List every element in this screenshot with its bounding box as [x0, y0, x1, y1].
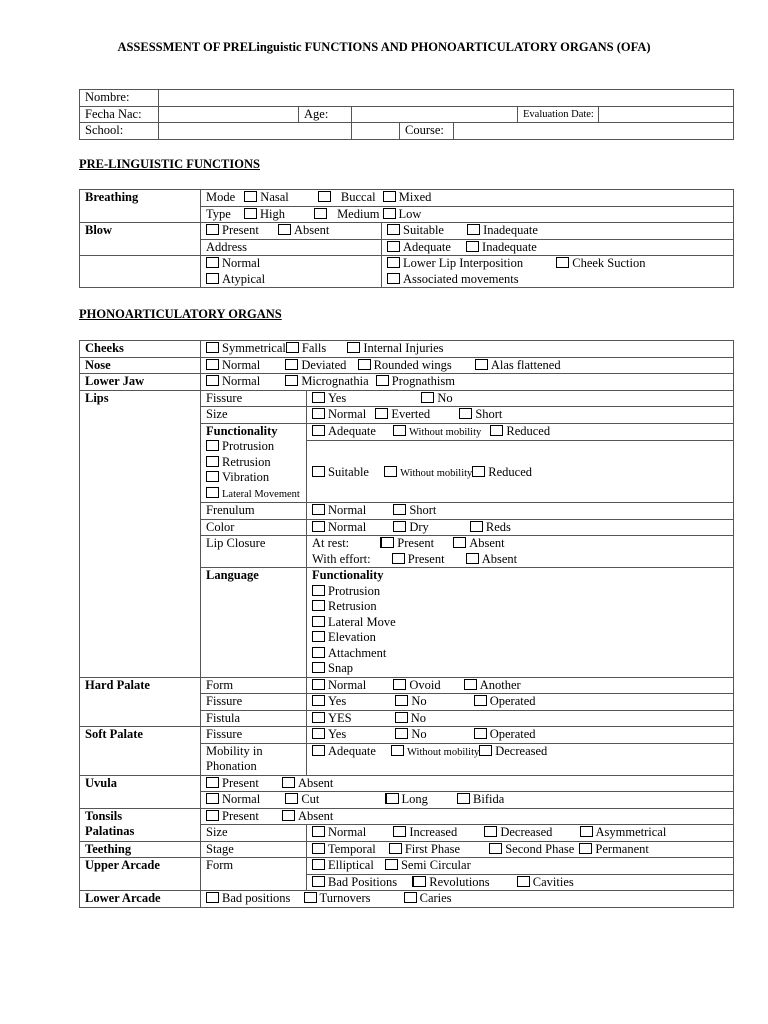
nose-options: Normal Deviated Rounded wings Alas flattened: [201, 357, 734, 374]
tongue-attachment-checkbox[interactable]: [312, 647, 325, 658]
teething-stage-label: Stage: [201, 841, 307, 858]
falls-checkbox[interactable]: [286, 342, 299, 353]
buccal-checkbox[interactable]: [318, 191, 331, 202]
lips-retrusion-checkbox[interactable]: [206, 456, 219, 467]
lips-frenulum-options: Normal Short: [307, 503, 734, 520]
soft-palate-mobility-label: Mobility in Phonation: [201, 743, 307, 775]
hp-fissure-operated-checkbox[interactable]: [474, 695, 487, 706]
lower-lip-checkbox[interactable]: [387, 257, 400, 268]
palate-normal-checkbox[interactable]: [312, 679, 325, 690]
lip-closure-label: Lip Closure: [201, 536, 307, 568]
tonsils-absent-checkbox[interactable]: [282, 810, 295, 821]
lips-reduced-checkbox[interactable]: [490, 425, 503, 436]
upper-bad-positions-checkbox[interactable]: [312, 876, 325, 887]
nose-label: Nose: [80, 357, 201, 374]
blow-pattern-cell: Normal Atypical: [201, 256, 382, 288]
color-normal-checkbox[interactable]: [312, 521, 325, 532]
color-dry-checkbox[interactable]: [393, 521, 406, 532]
identification-table: [79, 89, 734, 140]
symmetrical-checkbox[interactable]: [206, 342, 219, 353]
tonsils-presence-options: Present Absent: [201, 808, 734, 825]
color-reds-checkbox[interactable]: [470, 521, 483, 532]
lips-reduced-2-checkbox[interactable]: [472, 466, 485, 477]
lower-bad-positions-checkbox[interactable]: [206, 892, 219, 903]
cheeks-label: Cheeks: [80, 341, 201, 358]
hard-palate-fissure-label: Fissure: [201, 694, 307, 711]
cheeks-options: Symmetrical Falls Internal Injuries: [201, 341, 734, 358]
upper-cavities-checkbox[interactable]: [517, 876, 530, 887]
uvula-label: Uvula: [80, 775, 201, 808]
lips-adequate-checkbox[interactable]: [312, 425, 325, 436]
internal-injuries-checkbox[interactable]: [347, 342, 360, 353]
prelinguistic-table: [79, 189, 734, 288]
blow-features-cell: Lower Lip Interposition Cheek Suction Associated movements: [382, 256, 734, 288]
tonsils-decreased-checkbox[interactable]: [484, 826, 497, 837]
lips-protrusion-checkbox[interactable]: [206, 440, 219, 451]
lower-arcade-options: Bad positions Turnovers Caries: [201, 891, 734, 908]
lower-arcade-label: Lower Arcade: [80, 891, 201, 908]
hard-palate-label: Hard Palate: [80, 677, 201, 727]
blow-empty-cell: [80, 256, 201, 288]
rest-absent-checkbox[interactable]: [453, 537, 466, 548]
effort-present-checkbox[interactable]: [392, 553, 405, 564]
tonsils-size-options: Normal Increased Decreased Asymmetrical: [307, 825, 734, 842]
sp-without-mobility-checkbox[interactable]: [391, 745, 404, 756]
lips-lateral-checkbox[interactable]: [206, 487, 219, 498]
hard-palate-fistula-label: Fistula: [201, 710, 307, 727]
frenulum-normal-checkbox[interactable]: [312, 504, 325, 515]
age-label: Age:: [299, 106, 352, 123]
nasal-checkbox[interactable]: [244, 191, 257, 202]
breathing-label: Breathing: [80, 190, 201, 223]
tongue-retrusion-checkbox[interactable]: [312, 600, 325, 611]
blow-atypical-checkbox[interactable]: [206, 273, 219, 284]
blow-absent-checkbox[interactable]: [278, 224, 291, 235]
lips-size-normal-checkbox[interactable]: [312, 408, 325, 419]
lips-vibration-checkbox[interactable]: [206, 471, 219, 482]
second-phase-checkbox[interactable]: [489, 843, 502, 854]
blow-address-label: Address: [201, 239, 382, 256]
upper-arcade-position-options: Bad Positions Revolutions Cavities: [307, 874, 734, 891]
blow-label: Blow: [80, 223, 201, 256]
uvula-bifida-checkbox[interactable]: [457, 793, 470, 804]
sp-fissure-no-checkbox[interactable]: [395, 728, 408, 739]
lower-jaw-options: Normal Micrognathia Prognathism: [201, 374, 734, 391]
turnovers-checkbox[interactable]: [304, 892, 317, 903]
sp-decreased-checkbox[interactable]: [479, 745, 492, 756]
breathing-type-row: Type High Medium Low: [201, 206, 734, 223]
prognathism-checkbox[interactable]: [376, 375, 389, 386]
lips-frenulum-label: Frenulum: [201, 503, 307, 520]
lips-size-options: Normal Everted Short: [307, 407, 734, 424]
first-phase-checkbox[interactable]: [389, 843, 402, 854]
teething-label: Teething: [80, 841, 201, 858]
lips-fissure-no-checkbox[interactable]: [421, 392, 434, 403]
language-label: Language: [201, 568, 307, 678]
school-label: School:: [80, 123, 159, 140]
document-title: ASSESSMENT OF PRELinguistic FUNCTIONS AND PHONOARTICULATORY ORGANS (OFA): [117, 40, 651, 54]
evaluation-date-label: Evaluation Date:: [518, 106, 599, 123]
address-inadequate-checkbox[interactable]: [466, 241, 479, 252]
palate-ovoid-checkbox[interactable]: [393, 679, 406, 690]
lips-fissure-label: Fissure: [201, 390, 307, 407]
tongue-elevation-checkbox[interactable]: [312, 631, 325, 642]
address-adequate-checkbox[interactable]: [387, 241, 400, 252]
uvula-cut-checkbox[interactable]: [285, 793, 298, 804]
organs-table: [79, 340, 734, 908]
nose-normal-checkbox[interactable]: [206, 359, 219, 370]
lips-label: Lips: [80, 390, 201, 677]
blow-inadequate-checkbox[interactable]: [467, 224, 480, 235]
course-field[interactable]: [454, 123, 733, 139]
tonsils-label: Tonsils Palatinas: [80, 808, 201, 841]
sp-fissure-operated-checkbox[interactable]: [474, 728, 487, 739]
associated-movements-checkbox[interactable]: [387, 273, 400, 284]
medium-checkbox[interactable]: [314, 208, 327, 219]
effort-absent-checkbox[interactable]: [466, 553, 479, 564]
tongue-protrusion-checkbox[interactable]: [312, 585, 325, 596]
section-organs-heading: PHONOARTICULATORY ORGANS: [79, 307, 282, 321]
revolutions-checkbox[interactable]: [412, 876, 426, 887]
uvula-presence-options: Present Absent: [201, 775, 734, 792]
rest-present-checkbox[interactable]: [380, 537, 394, 548]
frenulum-short-checkbox[interactable]: [393, 504, 406, 515]
mixed-checkbox[interactable]: [383, 191, 396, 202]
lip-closure-options: At rest: Present Absent With effort: Present Absent: [307, 536, 734, 568]
nombre-field[interactable]: [159, 90, 734, 107]
hard-palate-fissure-options: Yes No Operated: [307, 694, 734, 711]
blow-address-cell: Adequate Inadequate: [382, 239, 734, 256]
lower-jaw-label: Lower Jaw: [80, 374, 201, 391]
lips-color-options: Normal Dry Reds: [307, 519, 734, 536]
tongue-lateral-checkbox[interactable]: [312, 616, 325, 627]
lips-everted-checkbox[interactable]: [375, 408, 388, 419]
fistula-yes-checkbox[interactable]: [312, 712, 325, 723]
micrognathia-checkbox[interactable]: [285, 375, 298, 386]
lips-color-label: Color: [201, 519, 307, 536]
uvula-long-checkbox[interactable]: [385, 793, 399, 804]
palate-another-checkbox[interactable]: [464, 679, 477, 690]
lips-functionality-options: Adequate Without mobility Reduced Suitable Without mobility Reduced: [307, 423, 734, 503]
tonsils-normal-checkbox[interactable]: [312, 826, 325, 837]
lips-size-label: Size: [201, 407, 307, 424]
tongue-snap-checkbox[interactable]: [312, 662, 325, 673]
uvula-present-checkbox[interactable]: [206, 777, 219, 788]
lips-without-mobility-2-checkbox[interactable]: [384, 466, 397, 477]
hard-palate-form-options: Normal Ovoid Another: [307, 677, 734, 694]
lips-fissure-yes-checkbox[interactable]: [312, 392, 325, 403]
lips-short-checkbox[interactable]: [459, 408, 472, 419]
uvula-shape-options: Normal Cut Long Bifida: [201, 792, 734, 809]
uvula-absent-checkbox[interactable]: [282, 777, 295, 788]
elliptical-checkbox[interactable]: [312, 859, 325, 870]
tonsils-asymmetrical-checkbox[interactable]: [580, 826, 593, 837]
blow-suitability-cell: Suitable Inadequate: [382, 223, 734, 240]
tonsils-present-checkbox[interactable]: [206, 810, 219, 821]
nose-deviated-checkbox[interactable]: [285, 359, 298, 370]
language-functionality-cell: Functionality Protrusion Retrusion Lateral Move Elevation Attachment Snap: [307, 568, 734, 678]
fecha-nac-label: Fecha Nac:: [80, 106, 159, 123]
alas-flattened-checkbox[interactable]: [475, 359, 488, 370]
course-label: Course:: [399, 123, 454, 139]
section-prelinguistic-heading: PRE-LINGUISTIC FUNCTIONS: [79, 157, 260, 171]
jaw-normal-checkbox[interactable]: [206, 375, 219, 386]
high-checkbox[interactable]: [244, 208, 257, 219]
upper-arcade-form-options: Elliptical Semi Circular: [307, 858, 734, 875]
lips-without-mobility-checkbox[interactable]: [393, 425, 406, 436]
nombre-label: Nombre:: [80, 90, 159, 107]
upper-arcade-label: Upper Arcade: [80, 858, 201, 891]
semi-circular-checkbox[interactable]: [385, 859, 398, 870]
hp-fissure-yes-checkbox[interactable]: [312, 695, 325, 706]
tonsils-increased-checkbox[interactable]: [393, 826, 406, 837]
breathing-mode-row: Mode Nasal Buccal Mixed: [201, 190, 734, 207]
hp-fissure-no-checkbox[interactable]: [395, 695, 408, 706]
school-field[interactable]: [159, 123, 352, 140]
uvula-normal-checkbox[interactable]: [206, 793, 219, 804]
soft-palate-fissure-label: Fissure: [201, 727, 307, 744]
age-field[interactable]: [352, 106, 518, 123]
permanent-checkbox[interactable]: [579, 843, 592, 854]
blow-presence-cell: Present Absent: [201, 223, 382, 240]
blow-suitable-checkbox[interactable]: [387, 224, 400, 235]
sp-adequate-checkbox[interactable]: [312, 745, 325, 756]
soft-palate-mobility-options: Adequate Without mobility Decreased: [307, 743, 734, 775]
lips-suitable-checkbox[interactable]: [312, 466, 325, 477]
rounded-wings-checkbox[interactable]: [358, 359, 371, 370]
teething-options: Temporal First Phase Second Phase Permanent: [307, 841, 734, 858]
hard-palate-fistula-options: YES No: [307, 710, 734, 727]
fecha-nac-field[interactable]: [159, 106, 299, 123]
soft-palate-fissure-options: Yes No Operated: [307, 727, 734, 744]
upper-arcade-form-label: Form: [201, 858, 307, 891]
lips-fissure-options: Yes No: [307, 390, 734, 407]
blow-normal-checkbox[interactable]: [206, 257, 219, 268]
caries-checkbox[interactable]: [404, 892, 417, 903]
tonsils-size-label: Size: [201, 825, 307, 842]
temporal-checkbox[interactable]: [312, 843, 325, 854]
evaluation-date-field[interactable]: [599, 106, 734, 123]
cheek-suction-checkbox[interactable]: [556, 257, 569, 268]
lips-functionality-cell: Functionality Protrusion Retrusion Vibration Lateral Movement: [201, 423, 307, 503]
sp-fissure-yes-checkbox[interactable]: [312, 728, 325, 739]
soft-palate-label: Soft Palate: [80, 727, 201, 776]
hard-palate-form-label: Form: [201, 677, 307, 694]
low-checkbox[interactable]: [383, 208, 396, 219]
fistula-no-checkbox[interactable]: [395, 712, 408, 723]
blow-present-checkbox[interactable]: [206, 224, 219, 235]
